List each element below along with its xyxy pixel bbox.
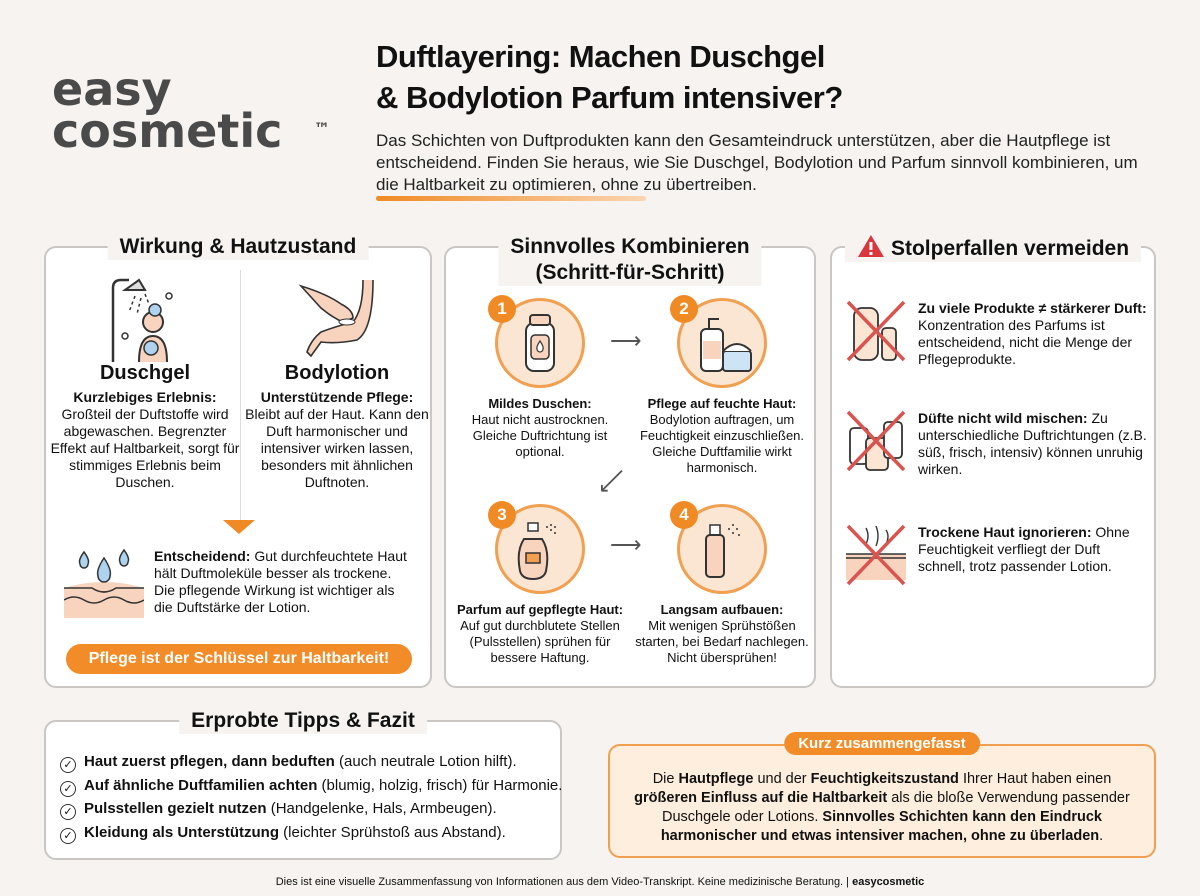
tip-2-rest: (blumig, holzig, frisch) für Harmonie. (317, 776, 563, 794)
dry-skin-crossed-icon (846, 524, 906, 586)
kombinieren-title-line1: Sinnvolles Kombinieren (510, 235, 750, 258)
step-4-circle (677, 504, 767, 594)
step-3 (450, 504, 630, 666)
summary-card (608, 735, 1156, 858)
arrow-right-icon: ⟶ (610, 328, 642, 353)
check-circle-icon: ✓ (60, 781, 76, 797)
brand-logo (52, 62, 330, 158)
mixed-scents-crossed-icon (846, 410, 906, 472)
check-circle-icon: ✓ (60, 757, 76, 773)
tip-3-rest: (Handgelenke, Hals, Armbeugen). (266, 800, 497, 817)
footer-brand: easycosmetic (852, 876, 925, 888)
logo-line2: cosmetic (52, 104, 283, 158)
check-circle-icon: ✓ (60, 828, 76, 844)
list-item (60, 774, 562, 798)
duschgel-body: Großteil der Duftstoffe wird abgewaschen. Begrenzter Effekt auf Haltbarkeit, sorgt für stimmiges Erlebnis beim Duschen. (50, 406, 240, 490)
stolperfallen-title (845, 234, 1141, 262)
tip-1-bold: Haut zuerst pflegen, dann beduften (84, 753, 335, 770)
arrow-down-left-icon: ⟶ (592, 461, 633, 502)
step-2-circle (677, 298, 767, 388)
title-line1: Duftlayering: Machen Duschgel (376, 39, 825, 74)
page-title (376, 36, 843, 118)
pitfall-3-body: Ohne Feuchtigkeit verfliegt der Duft schnell, trotz passender Lotion. (918, 524, 1130, 574)
summary-bold: Sinnvolles Schichten kann den Eindruck harmonischer und etwas intensiver machen, ohne zu überladen (660, 809, 1102, 844)
step-1-number: 1 (488, 295, 516, 323)
shower-gel-bottle-icon (520, 313, 560, 373)
summary-part: Die (652, 771, 679, 787)
footer-text: Dies ist eine visuelle Zusammenfassung von Informationen aus dem Video-Transkript. Keine medizinische Beratung. | (275, 876, 853, 888)
stolperfallen-title-text: Stolperfallen vermeiden (890, 237, 1130, 260)
duschgel-text (50, 389, 240, 491)
step-2-lead: Pflege auf feuchte Haut: (647, 396, 797, 411)
perfume-bottle-icon (516, 521, 566, 581)
column-divider (240, 270, 241, 520)
entscheidend-body: Gut durchfeuchtete Haut hält Duftmoleküle besser als trockene. Die pflegende Wirkung ist wichtiger als die Duftstärke der Lotion. (154, 548, 407, 615)
pitfall-2-body: Zu unterschiedliche Duftrichtungen (z.B. süß, frisch, intensiv) können unruhig wirken. (918, 410, 1147, 477)
step-2 (632, 298, 812, 476)
step-3-circle (495, 504, 585, 594)
kombinieren-title (498, 234, 761, 286)
step-3-number: 3 (488, 501, 516, 529)
footer-disclaimer (0, 876, 1200, 888)
tipps-card (44, 709, 563, 860)
tip-3-bold: Pulsstellen gezielt nutzen (84, 800, 267, 817)
duschgel-lead: Kurzlebiges Erlebnis: (73, 389, 217, 405)
down-triangle-icon (223, 520, 255, 534)
pitfall-2-lead: Düfte nicht wild mischen: (918, 410, 1088, 426)
tip-4-rest: (leichter Sprühstoß aus Abstand). (279, 823, 506, 841)
duschgel-column (50, 274, 240, 491)
list-item (60, 750, 562, 774)
step-1-body: Haut nicht austrocknen. Gleiche Duftrichtung ist optional. (471, 412, 609, 459)
entscheidend-lead: Entscheidend: (154, 548, 251, 564)
entscheidend-text (154, 548, 414, 616)
bodylotion-column (242, 274, 432, 491)
step-2-text (632, 396, 812, 476)
wirkung-card (44, 235, 432, 688)
summary-part: und der (753, 771, 811, 787)
tipps-list (60, 750, 562, 844)
logo-line1: easy (52, 62, 172, 116)
bodylotion-lead: Unterstützende Pflege: (260, 389, 414, 405)
bodylotion-text (242, 389, 432, 491)
summary-bold: Hautpflege (678, 771, 754, 787)
pitfall-1-text (918, 300, 1150, 368)
pitfall-1-lead: Zu viele Produkte ≠ stärkerer Duft: (918, 300, 1147, 316)
lotion-pump-cream-icon (695, 313, 755, 373)
wirkung-title: Wirkung & Hautzustand (108, 234, 369, 260)
tip-1-rest: (auch neutrale Lotion hilft). (334, 753, 517, 770)
key-message-pill: Pflege ist der Schlüssel zur Haltbarkeit! (66, 644, 412, 674)
bodylotion-body: Bleibt auf der Haut. Kann den Duft harmonischer und intensiver wirken lassen, besonders mit ähnlichen Duftnoten. (245, 406, 429, 490)
summary-part: als die bloße Verwendung passender Duschgele oder Lotions. (662, 790, 1130, 825)
step-2-number: 2 (670, 295, 698, 323)
tipps-title: Erprobte Tipps & Fazit (179, 708, 427, 734)
pitfall-1-body: Konzentration des Parfums ist entscheidend, nicht die Menge der Pflegeprodukte. (918, 317, 1133, 367)
too-many-products-crossed-icon (846, 300, 906, 362)
trademark: ™ (314, 119, 330, 138)
arrow-right-icon: ⟶ (610, 532, 642, 557)
step-2-body: Bodylotion auftragen, um Feuchtigkeit einzuschließen. Gleiche Duftfamilie wirkt harmonisch. (639, 412, 805, 475)
lotion-hand-icon (297, 280, 377, 360)
stolperfallen-card (830, 237, 1156, 688)
step-1-circle (495, 298, 585, 388)
check-circle-icon: ✓ (60, 804, 76, 820)
step-1-lead: Mildes Duschen: (488, 396, 592, 411)
summary-bold: Feuchtigkeitszustand (810, 771, 959, 787)
pitfall-3-lead: Trockene Haut ignorieren: (918, 524, 1092, 540)
summary-text (620, 770, 1144, 846)
list-item (60, 797, 562, 821)
summary-part: . (1099, 828, 1104, 844)
step-4-lead: Langsam aufbauen: (660, 602, 784, 617)
skin-moisture-icon (64, 548, 144, 618)
tip-4-bold: Kleidung als Unterstützung (84, 823, 279, 841)
intro-text: Das Schichten von Duftprodukten kann den Gesamteindruck unterstützen, aber die Hautpflege ist entscheidend. Finden Sie heraus, wie Sie Duschgel, Bodylotion und Parfum sinnvoll kombinieren, um die Haltbarkeit zu optimieren, ohne zu übertreiben. (376, 131, 1138, 194)
step-4-number: 4 (670, 501, 698, 529)
summary-part: Ihrer Haut haben einen (958, 771, 1112, 787)
list-item (60, 821, 562, 845)
pitfall-2-text (918, 410, 1150, 478)
tip-2-bold: Auf ähnliche Duftfamilien achten (84, 776, 318, 794)
kombinieren-card (444, 235, 816, 688)
shower-icon (105, 276, 185, 362)
step-4-body: Mit wenigen Sprühstößen starten, bei Bedarf nachlegen. Nicht übersprühen! (635, 618, 809, 665)
step-3-lead: Parfum auf gepflegte Haut: (456, 602, 624, 617)
warning-icon (857, 234, 885, 258)
accent-bar (376, 196, 646, 201)
duschgel-heading: Duschgel (99, 362, 191, 384)
pitfall-3-text (918, 524, 1150, 575)
step-3-text (450, 602, 630, 666)
step-3-body: Auf gut durchblutete Stellen (Pulsstellen) sprühen für bessere Haftung. (460, 618, 620, 665)
title-line2: & Bodylotion Parfum intensiver? (376, 80, 843, 115)
step-4-text (632, 602, 812, 666)
summary-bold: größeren Einfluss auf die Haltbarkeit (634, 790, 888, 806)
kombinieren-title-line2: (Schritt-für-Schritt) (535, 261, 725, 284)
summary-title: Kurz zusammengefasst (784, 732, 980, 755)
spray-bottle-icon (702, 521, 752, 581)
step-1-text (450, 396, 630, 460)
step-4 (632, 504, 812, 666)
bodylotion-heading: Bodylotion (284, 362, 390, 384)
step-1 (450, 298, 630, 460)
